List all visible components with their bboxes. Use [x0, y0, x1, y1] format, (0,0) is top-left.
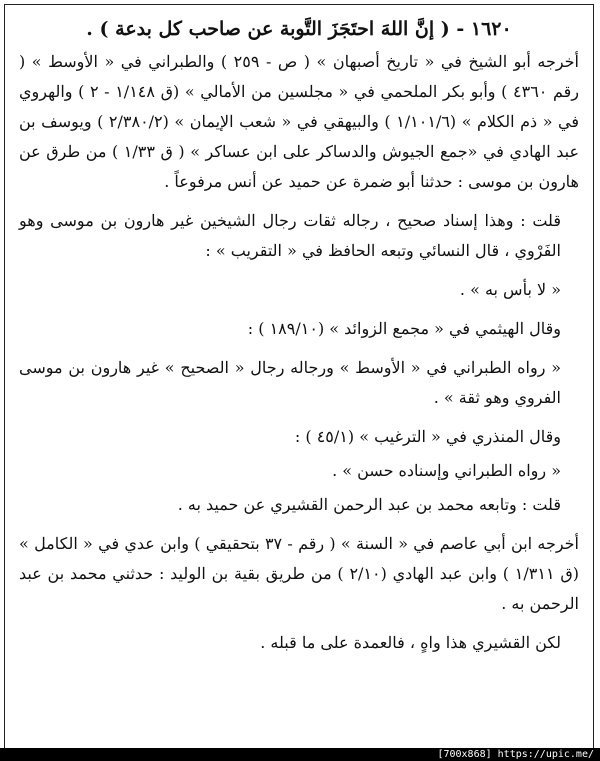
page-text	[19, 11, 579, 667]
paragraph-mutaba: قلت : وتابعه محمد بن عبد الرحمن القشيري عن حميد به .	[177, 495, 561, 514]
paragraph-conclusion: لكن القشيري هذا واهٍ ، فالعمدة على ما قبله .	[260, 633, 561, 652]
paragraph-quote-3: « رواه الطبراني وإسناده حسن » .	[332, 461, 561, 480]
hadith-title: ١٦٢٠ - ( إنَّ اللهَ احتَجَزَ التَّوبة عن صاحب كل بدعة ) .	[86, 18, 512, 40]
page-frame	[4, 4, 594, 752]
paragraph-quote-2: « رواه الطبراني في « الأوسط » ورجاله رجال « الصحيح » غير هارون بن موسى الفروي وهو ثقة » .	[19, 358, 561, 407]
paragraph-comment: قلت : وهذا إسناد صحيح ، رجاله ثقات رجال الشيخين غير هارون بن موسى وهو الفَرْوي ، قال النسائي وتبعه الحافظ في « التقريب » :	[19, 211, 562, 260]
watermark-bar: [700x868] https://upic.me/	[0, 748, 600, 761]
paragraph-haythami: وقال الهيثمي في « مجمع الزوائد » (١٨٩/١٠ ) :	[247, 319, 561, 338]
paragraph-mundhiri: وقال المنذري في « الترغيب » (٤٥/١ ) :	[294, 427, 561, 446]
paragraph-takhrij: أخرجه أبو الشيخ في « تاريخ أصبهان » ( ص - ٢٥٩ ) والطبراني في « الأوسط » ( رقم ٤٣٦٠ ) وأبو بكر الملحمي في « مجلسين من الأمالي » (ق ١/١٤٨ - ٢ ) والهروي في « ذم الكلام » (١/١٠١/٦ ) والبيهقي في « شعب الإيمان » (٢/٣٨٠/٢ ) ويوسف بن عبد الهادي في «جمع الجيوش والدساكر على ابن عساكر » ( ق ١/٣٣ ) من طرق عن هارون بن موسى : حدثنا أبو ضمرة عن حميد عن أنس مرفوعاً .	[19, 52, 580, 191]
paragraph-quote-1: « لا بأس به » .	[459, 280, 561, 299]
paragraph-takhrij-2: أخرجه ابن أبي عاصم في « السنة » ( رقم - ٣٧ بتحقيقي ) وابن عدي في « الكامل » (ق ١/٣١١ ) وابن عبد الهادي (٢/١٠ ) من طريق بقية بن الوليد : حدثني محمد بن عبد الرحمن به .	[19, 534, 579, 613]
